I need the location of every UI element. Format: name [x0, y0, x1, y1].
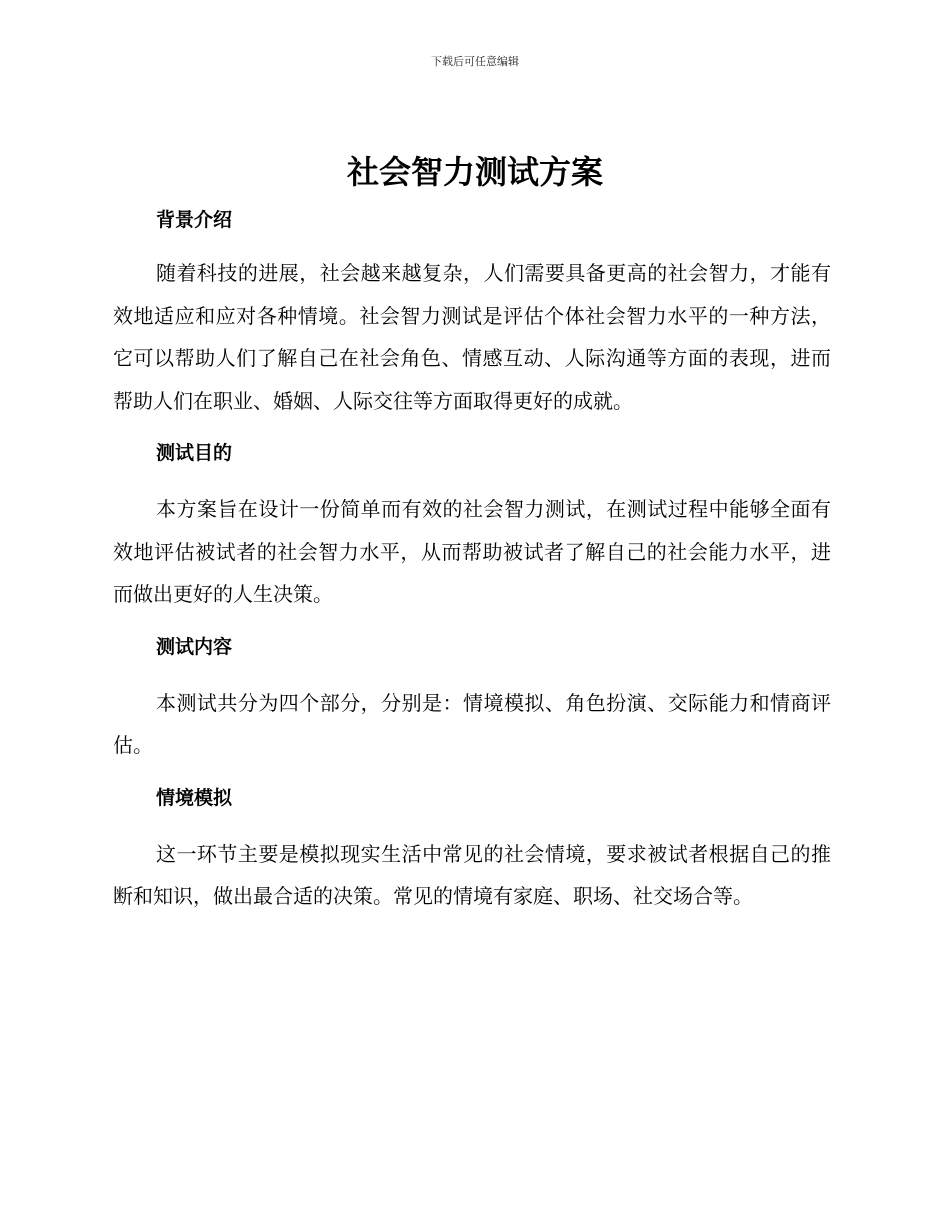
document-title: 社会智力测试方案 [346, 153, 603, 191]
section-heading-content: 测试内容 [156, 635, 233, 658]
section-paragraph-background: 随着科技的进展，社会越来越复杂，人们需要具备更高的社会智力，才能有效地适应和应对各种情境。社会智力测试是评估个体社会智力水平的一种方法，它可以帮助人们了解自己在社会角色、情感互动、人际沟通等方面的表现，进而帮助人们在职业、婚姻、人际交往等方面取得更好的成就。 [113, 261, 831, 413]
section-paragraph-purpose: 本方案旨在设计一份简单而有效的社会智力测试，在测试过程中能够全面有效地评估被试者的社会智力水平，从而帮助被试者了解自己的社会能力水平，进而做出更好的人生决策。 [113, 497, 831, 606]
page-header-note: 下载后可任意编辑 [431, 55, 519, 68]
section-paragraph-content: 本测试共分为四个部分，分别是：情境模拟、角色扮演、交际能力和情商评估。 [113, 690, 831, 757]
section-heading-simulation: 情境模拟 [156, 786, 233, 809]
section-paragraph-simulation: 这一环节主要是模拟现实生活中常见的社会情境，要求被试者根据自己的推断和知识，做出最合适的决策。常见的情境有家庭、职场、社交场合等。 [113, 841, 831, 908]
document-body [113, 203, 831, 918]
section-heading-purpose: 测试目的 [156, 442, 233, 464]
section-heading-background: 背景介绍 [156, 209, 233, 231]
